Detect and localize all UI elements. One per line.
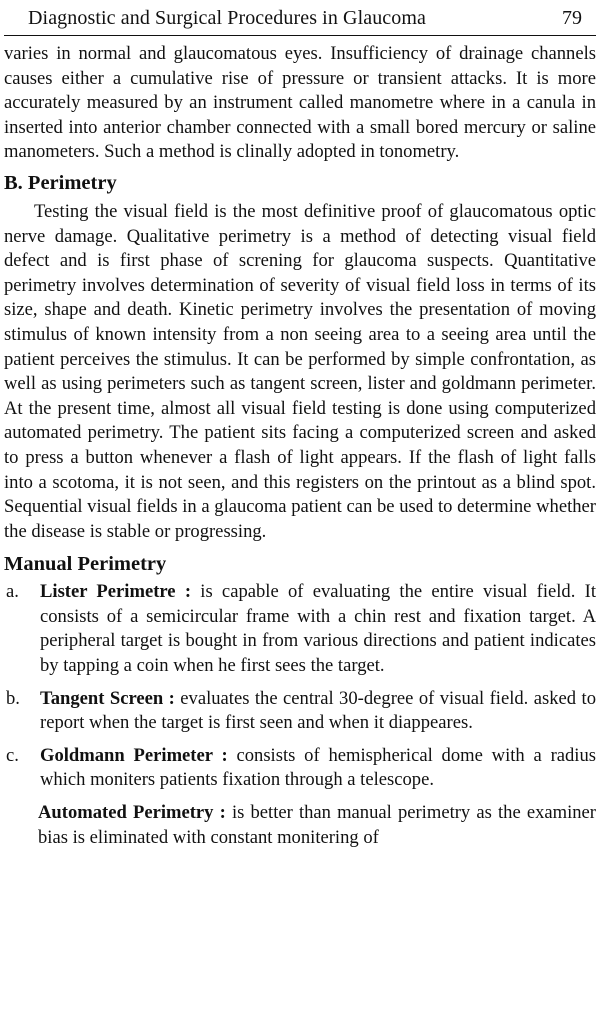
list-marker: b.	[6, 687, 20, 709]
list-marker: a.	[6, 581, 19, 603]
running-header	[4, 4, 596, 36]
list-item-body	[40, 687, 596, 736]
intro-paragraph: varies in normal and glaucomatous eyes. Insufficiency of drainage channels causes either a cumulative rise of pressure or transient attacks. It is more accurately measured by an instrument called manometre where in a canula in inserted into anterior chamber connected with a small bored mercury or saline manometers. Such a method is clinally adopted in tonometry.	[4, 43, 596, 163]
list-item-goldmann-perimeter	[4, 744, 596, 793]
list-item-body	[40, 580, 596, 678]
term-description: consists of hemispherical dome with a radius which moniters patients fixation through a telescope.	[40, 744, 597, 791]
list-item-body	[40, 744, 596, 793]
perimetry-paragraph: Testing the visual field is the most definitive proof of glaucomatous optic nerve damage. Qualitative perimetry is a method of detecting visual field defect and is first phase of screning for glaucoma suspects. Quantitative perimetry involves determination of severity of visual field loss in terms of its size, shape and death. Kinetic perimetry involves the presentation of moving stimulus of known intensity from a non seeing area to a seeing area until the patient perceives the stimulus. It can be performed by simple confrontation, as well as using perimeters such as tangent screen, lister and goldmann perimeter. At the present time, almost all visual field testing is done using computerized automated perimetry. The patient sits facing a computerized screen and asked to press a button whenever a flash of light appears. If the flash of light falls into a scotoma, it is not seen, and this registers on the printout as a blind spot. Sequential visual fields in a glaucoma patient can be used to determine whether the disease is stable or progressing.	[4, 200, 596, 542]
term-label: Automated Perimetry :	[38, 802, 226, 824]
section-heading-perimetry: B. Perimetry	[4, 171, 117, 194]
automated-perimetry-paragraph	[38, 801, 596, 850]
list-item-lister-perimetre	[4, 580, 596, 678]
page-number: 79	[562, 7, 582, 29]
term-description: is capable of evaluating the entire visual field. It consists of a semicircular frame with a chin rest and fixation target. A peripheral target is bought in from various directions and patient indicates by tapping a coin when he first sees the target.	[40, 581, 596, 677]
subsection-heading-manual-perimetry: Manual Perimetry	[4, 553, 167, 576]
term-label: Lister Perimetre :	[40, 581, 192, 603]
term-label: Goldmann Perimeter :	[40, 744, 228, 766]
list-marker: c.	[6, 744, 19, 766]
page-body	[4, 42, 596, 850]
running-header-title: Diagnostic and Surgical Procedures in Glaucoma	[28, 7, 427, 29]
term-description: evaluates the central 30-degree of visual field. asked to report when the target is first seen and when it diappeares.	[40, 687, 596, 734]
list-item-tangent-screen	[4, 687, 596, 736]
term-description: is better than manual perimetry as the examiner bias is eliminated with constant monitering of	[38, 802, 596, 848]
term-label: Tangent Screen :	[40, 687, 175, 709]
